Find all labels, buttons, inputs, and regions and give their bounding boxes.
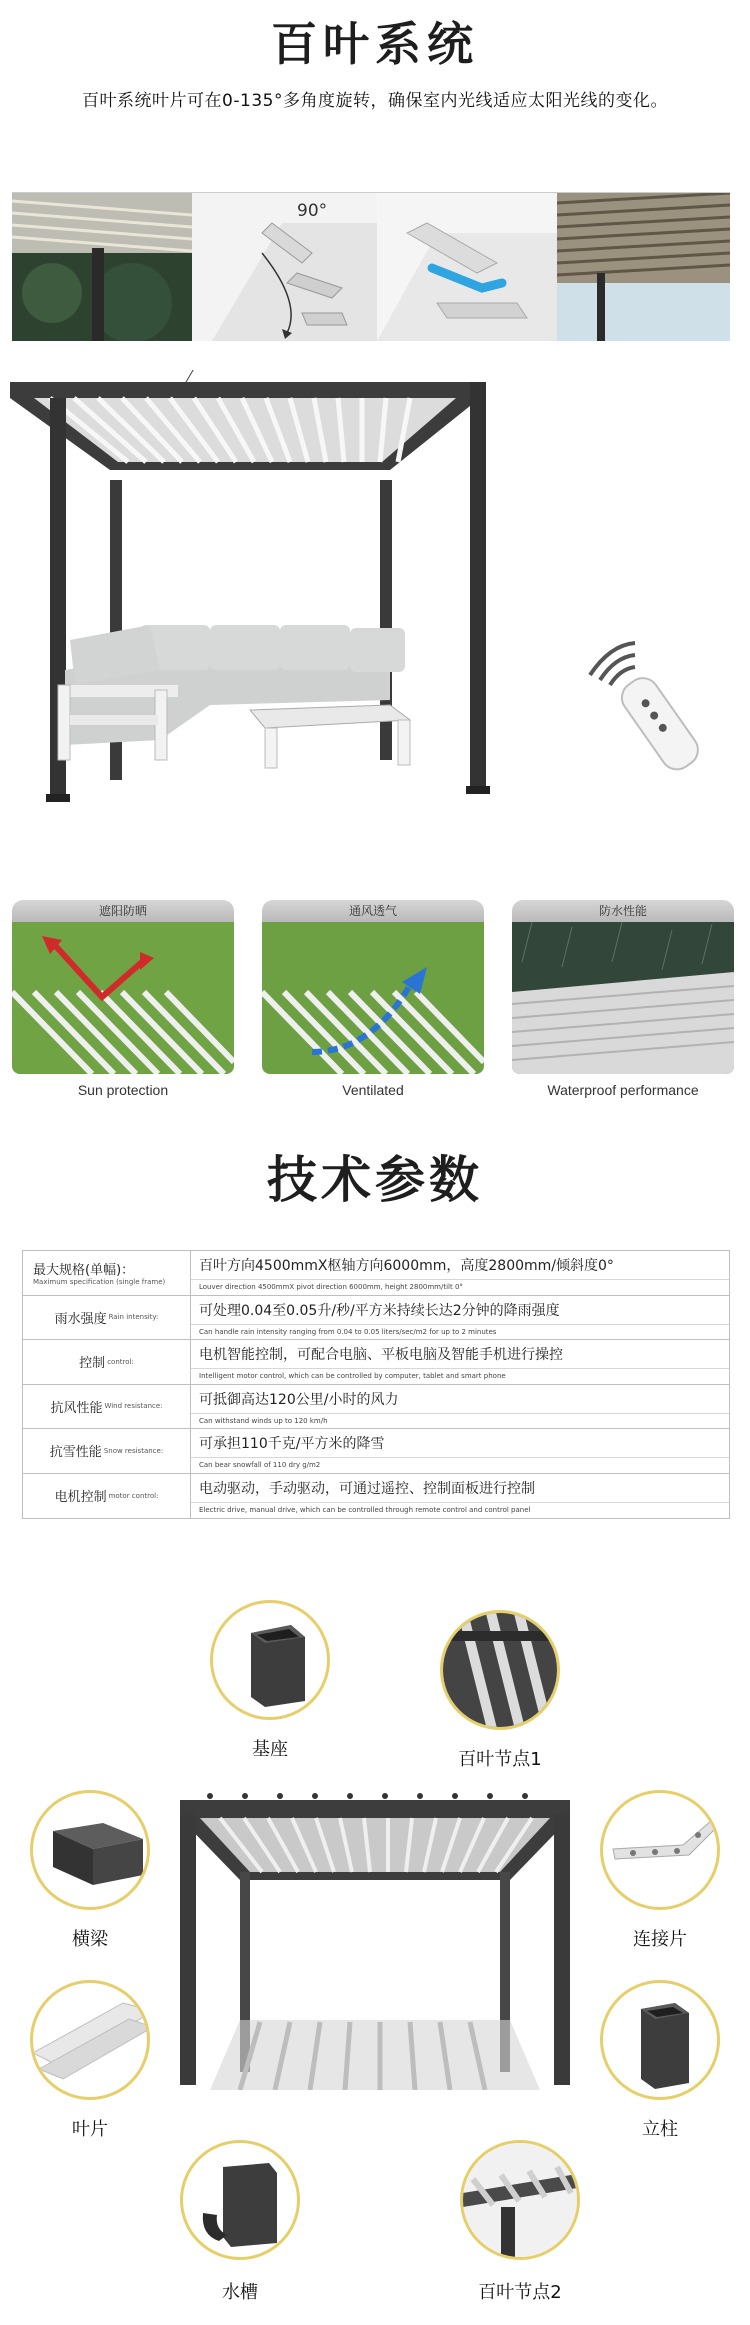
spec-value-en: Louver direction 4500mmX pivot direction 6000mm, height 2800mm/tilt 0°	[199, 1283, 463, 1292]
spec-value	[191, 1429, 729, 1473]
component-label: 立柱	[642, 2119, 678, 2140]
spec-key	[23, 1474, 191, 1519]
connector-plate-icon	[603, 1793, 720, 1910]
spec-value	[191, 1340, 729, 1384]
spec-key-zh: 电机控制	[54, 1490, 107, 1506]
component-louver-node-1	[440, 1610, 560, 1730]
spec-key-en: Snow resistance:	[103, 1446, 164, 1455]
spec-row	[23, 1251, 729, 1296]
spec-value-zh: 电机智能控制，可配合电脑、平板电脑及智能手机进行操控	[191, 1340, 729, 1369]
component-beam	[30, 1790, 150, 1910]
component-label: 叶片	[72, 2119, 108, 2140]
spec-key-en: control:	[107, 1357, 134, 1366]
ventilated-image	[262, 922, 484, 1074]
spec-value-zh: 百叶方向4500mmX枢轴方向6000mm，高度2800mm/倾斜度0°	[191, 1251, 729, 1280]
photo-pergola-exterior	[557, 193, 730, 341]
spec-key-zh: 控制	[79, 1356, 106, 1372]
section-title-louver-system: 百叶系统	[271, 17, 479, 71]
spec-key	[23, 1429, 191, 1473]
spec-key	[23, 1251, 191, 1295]
column-icon	[603, 1983, 720, 2100]
beam-icon	[33, 1793, 150, 1910]
photo-blade-90-degree	[192, 193, 377, 341]
component-gutter	[180, 2140, 300, 2260]
feature-card-sun-protection	[12, 900, 234, 1098]
louver-node-icon	[463, 2143, 580, 2260]
spec-key-en: Wind resistance:	[104, 1402, 163, 1411]
spec-value-en: Intelligent motor control, which can be controlled by computer, tablet and smart phone	[199, 1372, 506, 1381]
component-connector-plate	[600, 1790, 720, 1910]
component-label: 横梁	[72, 1929, 108, 1950]
spec-value-zh: 可承担110千克/平方米的降雪	[191, 1429, 729, 1458]
feature-caption: Ventilated	[342, 1082, 404, 1098]
component-label: 百叶节点1	[458, 1749, 542, 1770]
spec-key-zh: 抗雪性能	[49, 1445, 102, 1461]
spec-value-zh: 可抵御高达120公里/小时的风力	[191, 1385, 729, 1414]
photo-louver-roof-night	[12, 193, 192, 341]
base-icon	[213, 1603, 330, 1720]
spec-value-en: Can bear snowfall of 110 dry g/m2	[199, 1461, 321, 1470]
spec-key	[23, 1296, 191, 1340]
angle-label: 90°	[297, 201, 328, 221]
section-title-tech-specs: 技术参数	[267, 1151, 483, 1209]
spec-value	[191, 1385, 729, 1429]
spec-value-en: Electric drive, manual drive, which can be controlled through remote control and control panel	[199, 1506, 531, 1515]
component-label: 水槽	[222, 2282, 258, 2303]
spec-key-en: Rain intensity:	[108, 1313, 159, 1322]
component-base	[210, 1600, 330, 1720]
component-label: 连接片	[633, 1929, 687, 1950]
spec-key-zh: 雨水强度	[54, 1311, 107, 1327]
blade-icon	[33, 1983, 150, 2100]
spec-value-en: Can handle rain intensity ranging from 0.04 to 0.05 liters/sec/m2 for up to 2 minutes	[199, 1327, 497, 1336]
remote-control-icon	[575, 615, 705, 775]
component-label: 百叶节点2	[478, 2282, 562, 2303]
feature-badge: 防水性能	[512, 900, 734, 922]
spec-row	[23, 1474, 729, 1519]
feature-caption: Sun protection	[77, 1082, 169, 1098]
spec-value-en: Can withstand winds up to 120 km/h	[199, 1416, 328, 1425]
component-blade	[30, 1980, 150, 2100]
photo-blade-open	[377, 193, 557, 341]
gutter-icon	[183, 2143, 300, 2260]
louver-node-icon	[443, 1613, 560, 1730]
spec-row	[23, 1385, 729, 1430]
pergola-components-diagram	[180, 1760, 570, 2090]
waterproof-image	[512, 922, 734, 1074]
feature-badge: 遮阳防晒	[12, 900, 234, 922]
feature-badge: 通风透气	[262, 900, 484, 922]
spec-key-en: motor control:	[108, 1491, 159, 1500]
component-label: 基座	[252, 1739, 288, 1760]
spec-value	[191, 1296, 729, 1340]
spec-row	[23, 1429, 729, 1474]
spec-table	[22, 1250, 730, 1519]
spec-value	[191, 1251, 729, 1295]
spec-key	[23, 1340, 191, 1384]
spec-key-en: Maximum specification (single frame)	[33, 1278, 166, 1287]
spec-key-zh: 抗风性能	[50, 1400, 103, 1416]
component-column	[600, 1980, 720, 2100]
louver-photo-strip	[12, 192, 730, 340]
feature-card-ventilated	[262, 900, 484, 1098]
feature-card-waterproof	[512, 900, 734, 1098]
spec-row	[23, 1296, 729, 1341]
spec-value	[191, 1474, 729, 1519]
spec-row	[23, 1340, 729, 1385]
feature-caption: Waterproof performance	[547, 1082, 699, 1098]
component-louver-node-2	[460, 2140, 580, 2260]
spec-value-zh: 可处理0.04至0.05升/秒/平方米持续长达2分钟的降雨强度	[191, 1296, 729, 1325]
sun-protection-image	[12, 922, 234, 1074]
spec-value-zh: 电动驱动，手动驱动，可通过遥控、控制面板进行控制	[191, 1474, 729, 1503]
spec-key	[23, 1385, 191, 1429]
spec-key-zh: 最大规格(单幅)：	[33, 1263, 135, 1279]
section-subtitle: 百叶系统叶片可在0-135°多角度旋转，确保室内光线适应太阳光线的变化。	[82, 91, 668, 111]
pergola-with-sofa-image	[10, 370, 570, 830]
